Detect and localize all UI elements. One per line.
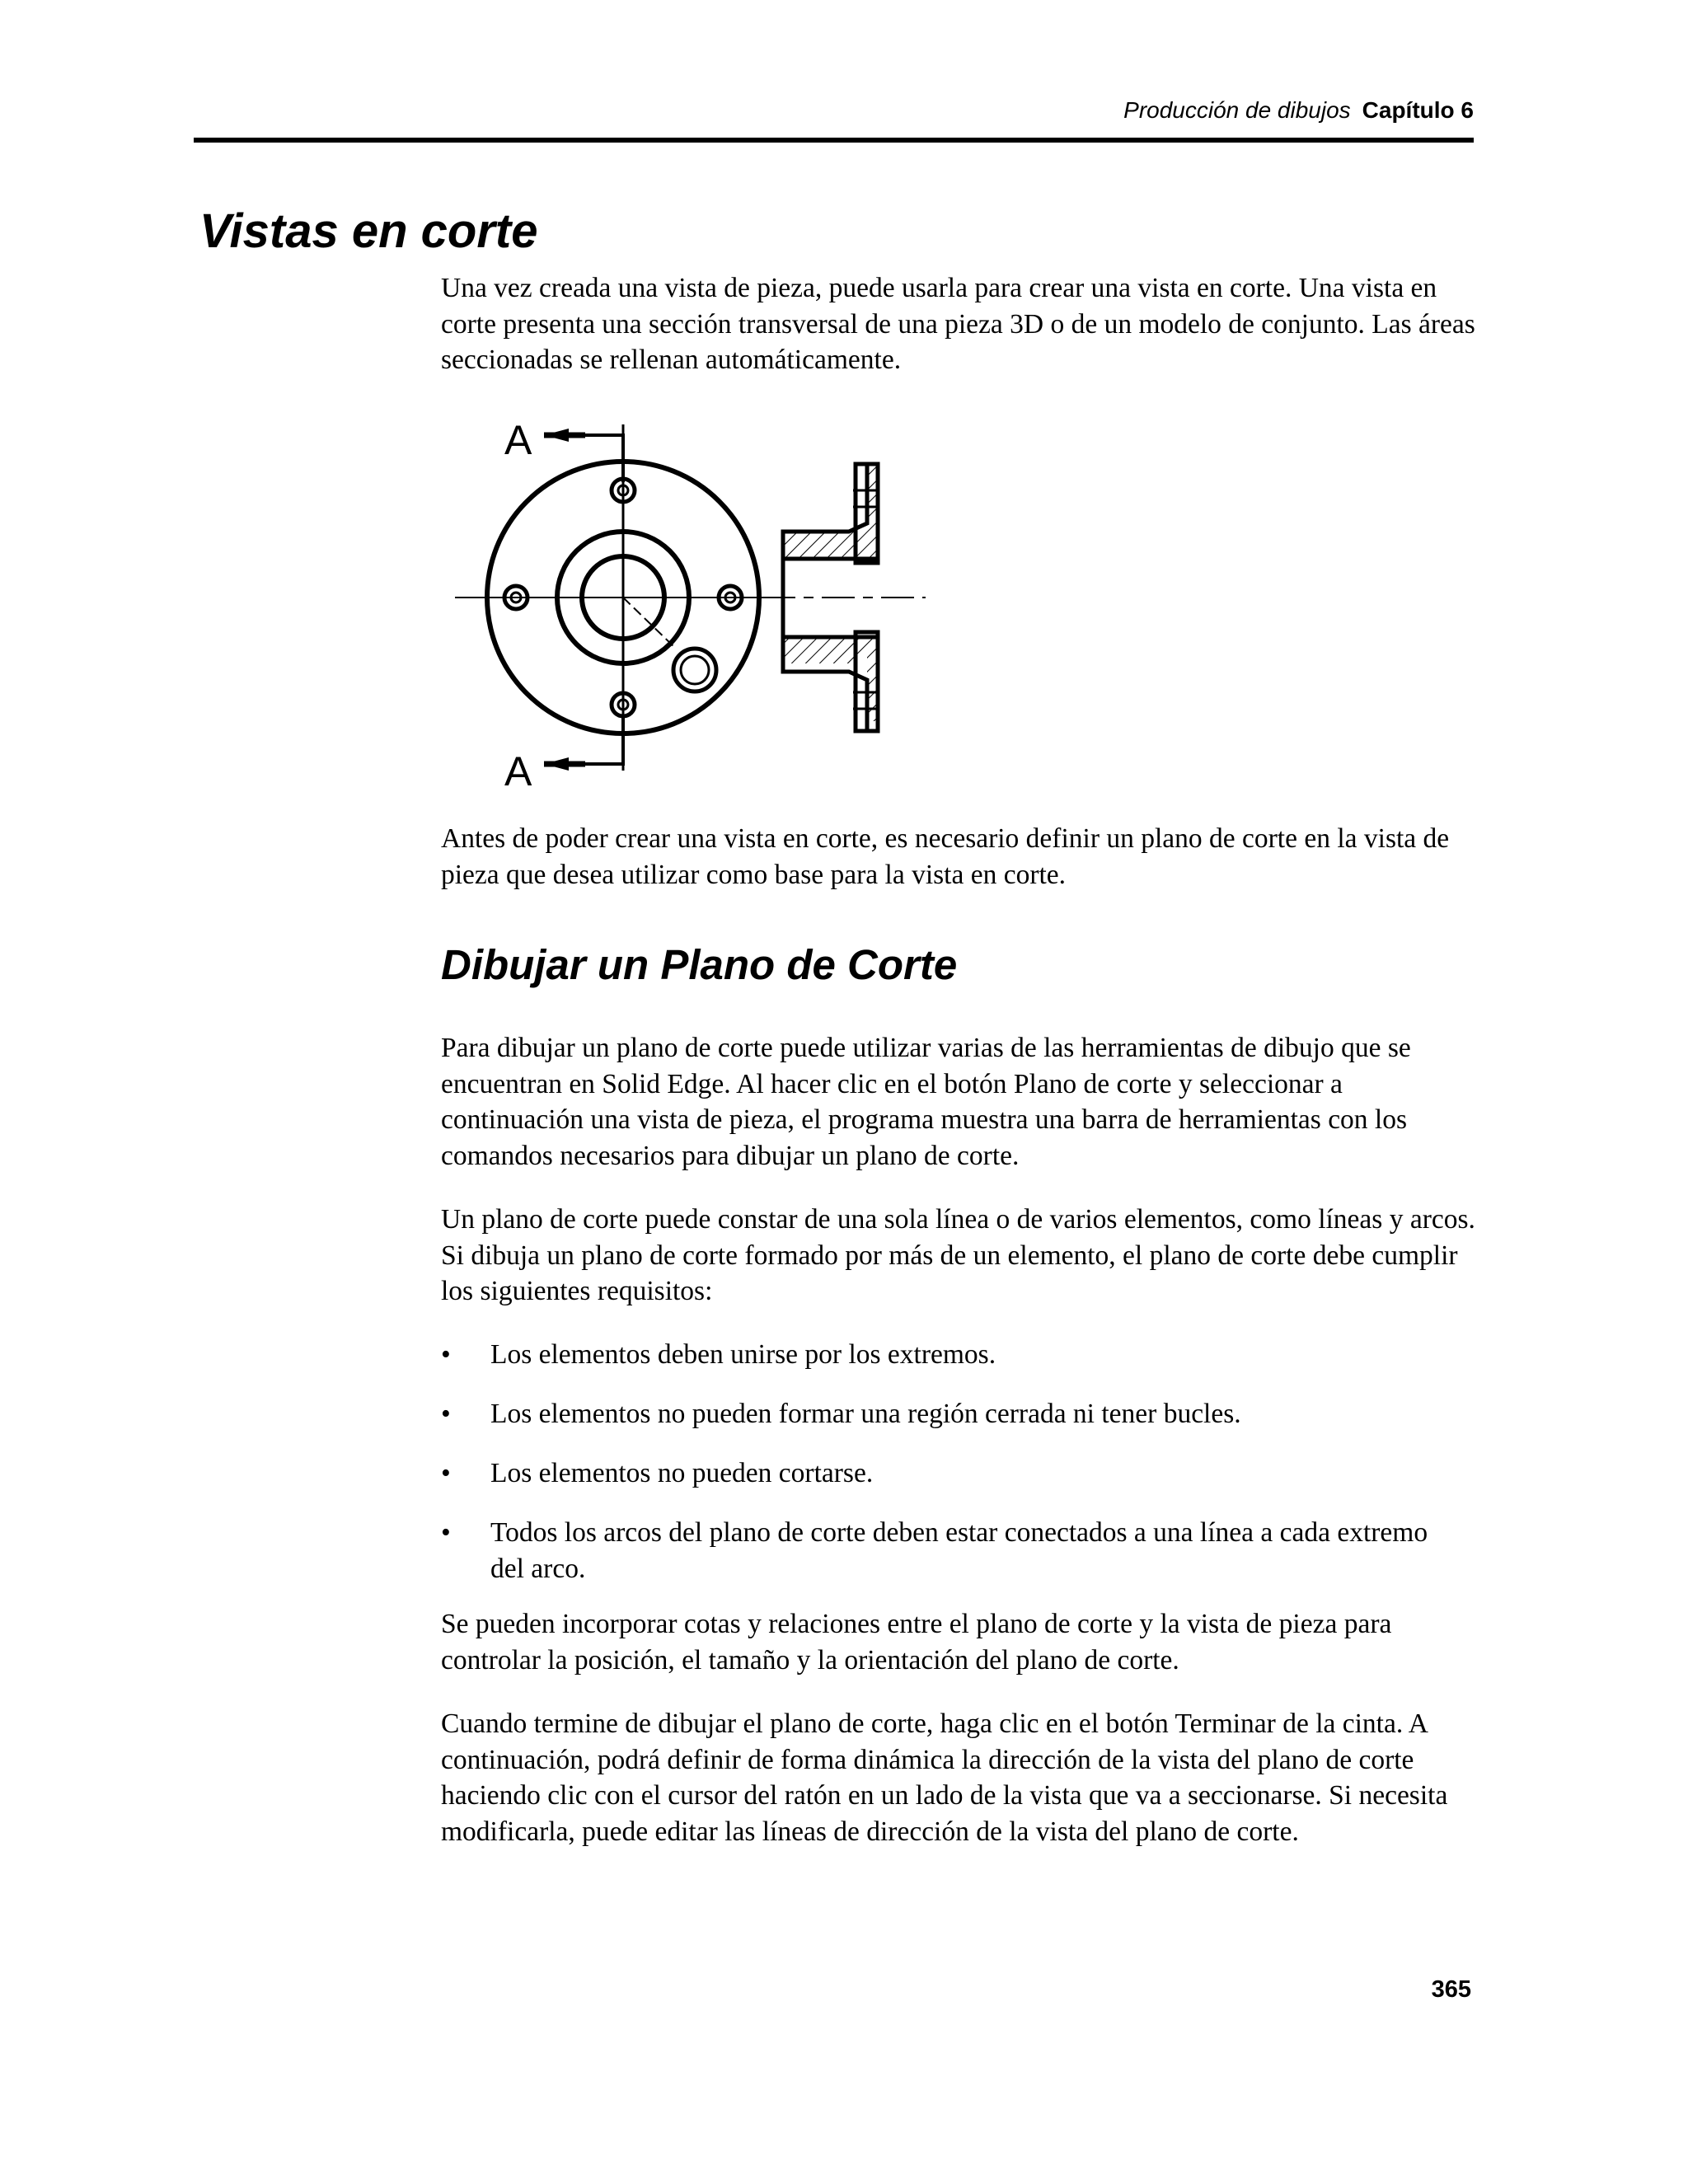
list-item [441, 1396, 1479, 1432]
paragraph: Un plano de corte puede constar de una sola línea o de varios elementos, como líneas y arcos. Si dibuja un plano de corte formado por más de un elemento, el plano de corte debe cumplir los siguientes requisitos: [441, 1204, 1475, 1306]
list-item-text: Los elementos deben unirse por los extremos. [490, 1339, 996, 1370]
subsection-title: Dibujar un Plano de Corte [441, 941, 958, 988]
cut-label-bottom: A [504, 748, 532, 794]
list-item-text: Todos los arcos del plano de corte deben estar conectados a una línea a cada extremo del arco. [490, 1517, 1428, 1584]
page-title: Vistas en corte [199, 204, 538, 258]
list-item [441, 1515, 1479, 1587]
header-rule [194, 138, 1474, 143]
cut-label-top: A [504, 417, 532, 463]
page-number: 365 [1431, 1976, 1471, 2003]
list-item-text: Los elementos no pueden cortarse. [490, 1458, 874, 1488]
front-view [455, 424, 790, 771]
header-chapter: Capítulo 6 [1362, 97, 1474, 123]
section-view-figure [445, 408, 1022, 795]
list-item [441, 1455, 1479, 1492]
section-view [762, 464, 926, 731]
list-item-text: Los elementos no pueden formar una región cerrada ni tener bucles. [490, 1399, 1241, 1429]
section-view-drawing [445, 408, 1022, 795]
paragraph: Cuando termine de dibujar el plano de corte, haga clic en el botón Terminar de la cinta. A continuación, podrá definir de forma dinámica la dirección de la vista del plano de corte haciendo clic con el cursor del ratón en un lado de la vista que va a seccionarse. Si necesita modificarla, puede editar las líneas de dirección de la vista del plano de corte. [441, 1708, 1448, 1847]
header-section-name: Producción de dibujos [1123, 97, 1351, 123]
intro-paragraph: Una vez creada una vista de pieza, puede usarla para crear una vista en corte. Una vista en corte presenta una sección transversal de una pieza 3D o de un modelo de conjunto. Las áreas seccionadas se rellenan automáticamente. [441, 273, 1475, 375]
running-header [194, 97, 1474, 130]
bullet-symbol: • [441, 1517, 451, 1548]
paragraph: Para dibujar un plano de corte puede utilizar varias de las herramientas de dibujo que se encuentran en Solid Edge. Al hacer clic en el botón Plano de corte y seleccionar a continuación una vista de pieza, el programa muestra una barra de herramientas con los comandos necesarios para dibujar un plano de corte. [441, 1033, 1411, 1171]
bullet-symbol: • [441, 1458, 451, 1488]
bullet-symbol: • [441, 1399, 451, 1429]
list-item [441, 1337, 1479, 1373]
after-figure-paragraph: Antes de poder crear una vista en corte, es necesario definir un plano de corte en la vista de pieza que desea utilizar como base para la vista en corte. [441, 823, 1450, 890]
bullet-symbol: • [441, 1339, 451, 1370]
paragraph: Se pueden incorporar cotas y relaciones entre el plano de corte y la vista de pieza para controlar la posición, el tamaño y la orientación del plano de corte. [441, 1609, 1392, 1675]
